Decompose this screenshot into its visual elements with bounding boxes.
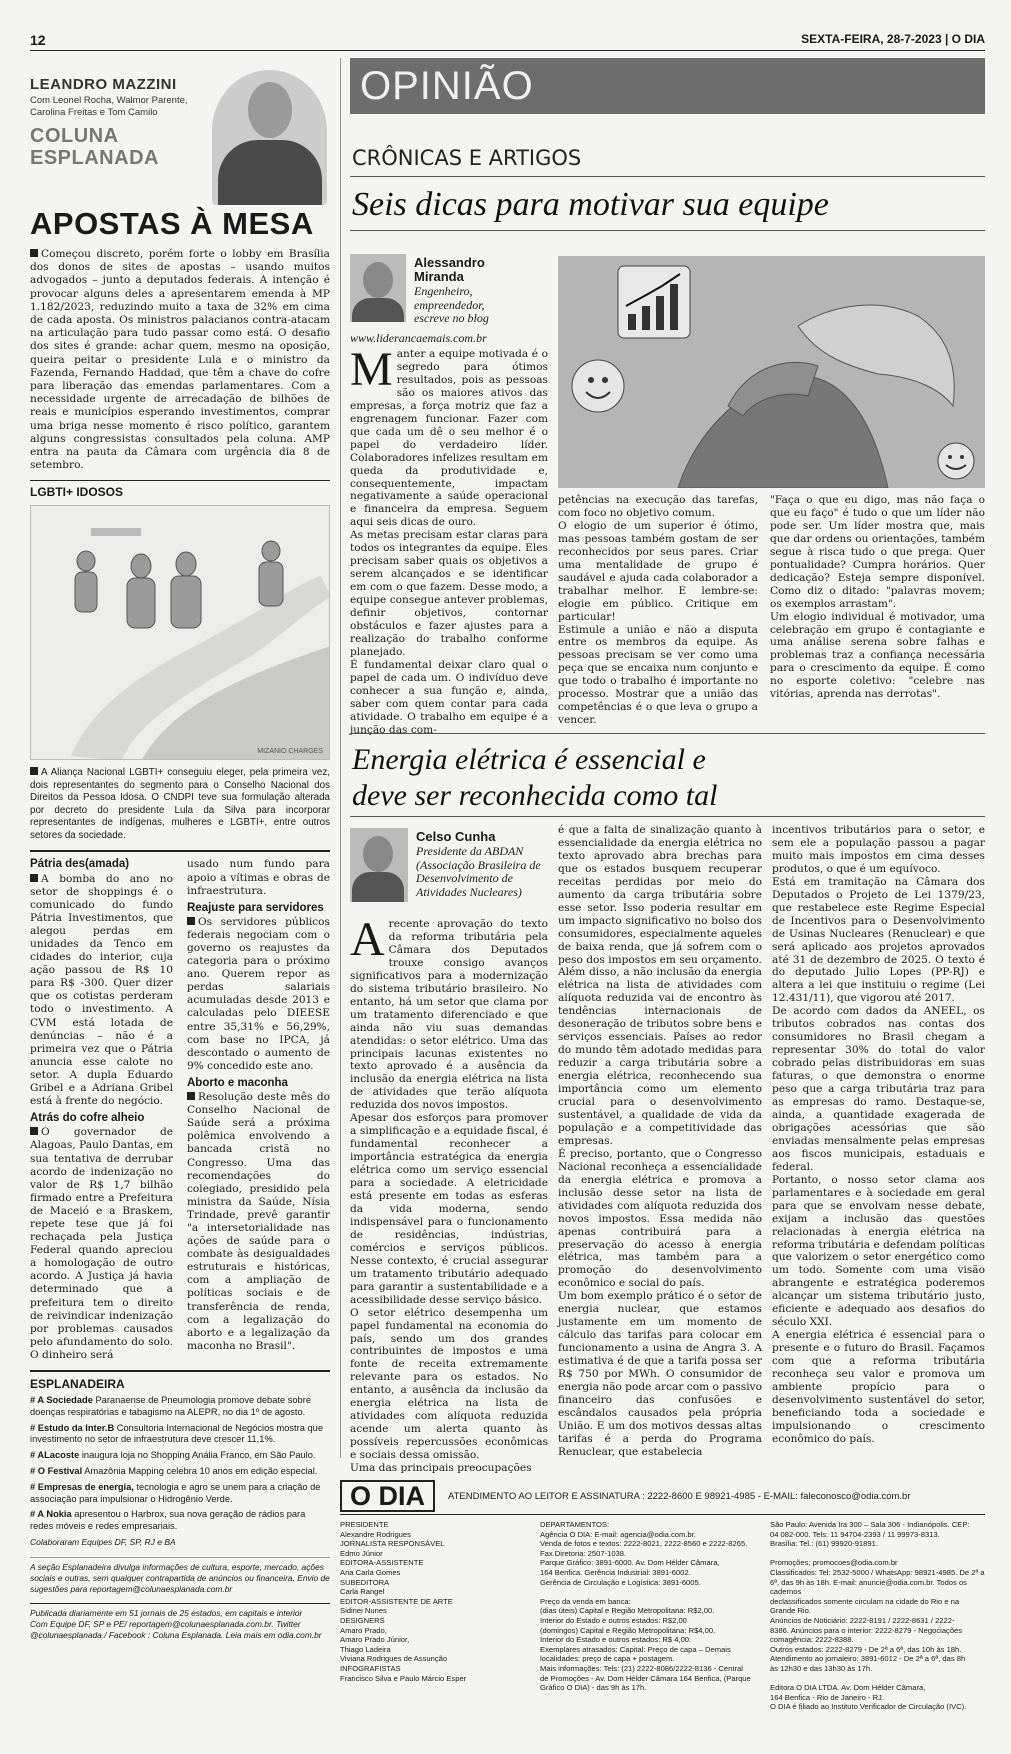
esplanadeira-item: # ALacoste inaugura loja no Shopping Anália Franco, em São Paulo. [30,1450,316,1461]
publication-note: Publicada diariamente em 51 jornais de 25 estados, em capitais e interior Com Equipe DF, SP e PE/ reportagem@colunaesplanada.com.br. Twitter @colunaesplanada / Facebook : Coluna Esplanada. Leia mais em odia.com.br [30,1603,330,1641]
article-text: recente aprovação do texto da reforma tributária pela Câmara dos Deputados trouxe consigo avanços significativos para a modernização do sistema tributário brasileiro. No entanto, há um setor que clama por um tratamento diferenciado e que ainda não viu suas demandas atendidas: o setor elétrico. Uma das principais lacunas existentes no texto aprovado é a ausência da inclusão da energia elétrica na lista de atividades que terão alíquota reduzida dos novos impostos. Apesar dos esforços para promover a simplificação e a equidade fiscal, é fundamental reconhecer a importância estratégica da energia elétrica como um serviço essencial para a sociedade. A eletricidade está presente em todas as esferas da vida moderna, sendo indispensável para o funcionamento de residências, indústrias, comércios e serviços públicos. Nesse contexto, é crucial assegurar um tratamento tributário adequado para garantir a sustentabilidade e a acessibilidade desse serviço básico. O setor elétrico desempenha um papel fundamental na economia do país, sendo um dos grandes contribuintes de impostos e uma fonte de receita extremamente relevante para os estados. No entanto, a ausência da inclusão da energia elétrica na lista de atividades com alíquota reduzida acende um alerta quanto às possíveis repercussões econômicas e sociais dessa omissão. Uma das principais preocupações [350,918,548,1475]
header-date: SEXTA-FEIRA, 28-7-2023 | O DIA [801,32,985,46]
header-rule [30,50,985,51]
esplanadeira-item: # O Festival Amazônia Mapping celebra 10 anos em edição especial. [30,1466,318,1476]
author2-name: Celso Cunha [416,829,496,844]
article1-col1 [350,343,548,738]
esplanadeira-title: ESPLANADEIRA [30,1370,330,1391]
opiniao-section [350,58,985,1475]
note-title: Atrás do cofre alheio [30,1112,145,1125]
drop-cap: A [350,913,385,966]
paper-name: O DIA [951,32,985,46]
coluna-esplanada [30,58,330,1641]
opiniao-banner: OPINIÃO [350,58,985,114]
author2-photo [350,828,408,902]
esplanadeira-note: A seção Esplanadeira divulga informações de cultura, esporte, mercado, ações sociais e outras, sem qualquer contrapartida de anúncios ou financeira. Envio de sugestões para reportagem@colunaesplanada.com.br [30,1557,330,1595]
expediente [340,1480,985,1730]
notes-column-2 [187,858,330,1362]
headline-rule [350,230,985,231]
contacts-list: São Paulo: Avenida Ira 300 – Sala 306 - Indianópolis. CEP: 04 082-000. Tels: 11 94704-2393 / 11 99973-8313. Brasília: Tel.: (61) 99920-91891. Promoções: promocoes@odia.com.br Classificados: Tel: 2532-5000 / WhatsApp: 98921-4985. De 2ª a 6ª, das 9h às 18h. E-mail: anuncie@odia.com.br. Todos os cadernos declassificados somente circulam na cidade do Rio e na Grande Rio. Anúncios de Noticiário: 2222-8191 / 2222-8631 / 2222- 8386. Anúncios para o interior: 2222-8279 - Negociações comagência: 2222-8388. Outros estados: 2222-8279 - De 2ª a 6ª, das 10h às 18h. Atendimento ao jornaleiro: 3891-6012 - De 2ª a 6ª, das 8h às 12h30 e das 13h30 às 17h. Editora O DIA LTDA. Av. Dom Hélder Câmara, 164 Benfica - Rio de Janeiro - RJ. O DIA é filiado ao Instituto Verificador de Circulação (IVC). [770,1520,985,1712]
column-divider [340,58,341,1458]
columnist-name: LEANDRO MAZZINI [30,76,177,93]
page-number: 12 [30,32,46,48]
author1-role: Engenheiro, empreendedor, escreve no blog [414,284,489,325]
esplanadeira-item: # Estudo da Inter.B Consultoria Internacional de Negócios mostra que investimento no setor de infraestrutura deve crescer 11,1%. [30,1422,323,1445]
collaborators-credit: Colaboraram Equipes DF, SP, RJ e BA [30,1536,176,1547]
esplanadeira-item: # A Nokia apresentou o Harbrox, sua nova geração de rádios para redes móveis e redes empresariais. [30,1509,306,1532]
esplanadeira-item: # Empresas de energia, tecnologia e agro se unem para a criação de associação para impulsionar o Hidrogênio Verde. [30,1481,321,1504]
cartoon-credit: MIZANIO CHARGES [257,748,323,756]
columnist-photo [212,70,327,205]
staff-list: PRESIDENTE Alexandre Rodrigues JORNALISTA RESPONSÁVEL Edmo Júnior EDITORA-ASSISTENTE Ana Carla Gomes SUBEDITORA Carla Rangel EDITOR-ASSISTENTE DE ARTE Sidinei Nunes DESIGNERS Amaro Prado, Amaro Prado Júnior, Thiago Ladeira Viviana Rodrigues de Assunção INFOGRAFISTAS Francisco Silva e Paulo Márcio Esper [340,1520,467,1683]
article-text: anter a equipe motivada é o segredo para ótimos resultados, pois as pessoas são os maiores ativos das empresas, a força motriz que faz a engrenagem funcionar. Fazer com que cada um dê o seu melhor é o papel do verdadeiro líder. Colaboradores infelizes resultam em queda da produtividade e, consequentemente, impactam negativamente a saúde operacional e financeira da empresa. Seguem aqui seis dicas de ouro. As metas precisam estar claras para todos os integrantes da equipe. Eles precisam saber quais os objetivos a serem alcançados e se identificar em com o que fazem. Desse modo, a equipe consegue antever problemas, definir objetivos, contornar obstáculos e fazer ajustes para a realização do trabalho conforme planejado. É fundamental deixar claro qual o papel de cada um. O indivíduo deve conhecer a sua função e, ainda, saber com quem contar para cada atividade. O trabalho em equipe é a junção das com- [350,348,548,736]
notes-column-1 [30,858,173,1362]
note-text: Os servidores públicos federais negociam com o governo os reajustes da categoria para o próximo ano. Querem repor as perdas salariais acumuladas desde 2013 e calculadas pelo DIEESE entre 35,31% e 56,29%, com base no IPCA, já descontado o aumento de 9% concedido este ano. [187,915,330,1072]
departments-list: DEPARTAMENTOS: Agência O DIA: E-mail: agencia@odia.com.br. Venda de fotos e textos: 2222-8021, 2222-8560 e 2222-8265. Fax Diretoria: 2507-1038. Parque Gráfico: 3891-6000. Av. Dom Hélder Câmara, 164 Benfica. Gerência Industrial: 3891-6002. Gerência de Circulação e Logística: 3891-6005. Preço da venda em banca: (dias úteis) Capital e Região Metropolitana: R$2,00. Interior do Estado e outros estados: R$2,00 (domingos) Capital e Região Metropolitana: R$4,00. Interior do Estado e outros estados: R$ 4,00. Exemplares atrasados: Capital: Preço de capa – Demais localidades: preço de capa + postagem. Mais informações: Tels: (21) 2222-8086/2222-8136 - Central de Promoções - Av. Dom Hélder Câmara 164 Benfica, (Parque Gráfico O DIA) - das 9h às 17h. [540,1520,751,1693]
article1-photo [558,256,985,488]
note-text: Resolução deste mês do Conselho Nacional de Saúde será a próxima polêmica envolvendo a bancada cristã no Congresso. Uma das recomendações do colegiado, presidido pela ministra da Saúde, Nísia Trindade, prevê garantir "a intersetorialidade nas ações de saúde para o combate às desigualdades estruturais e históricas, com a ampliação de políticas sociais e de transferência de renda, com a legalização do aborto e a legalização da maconha no Brasil". [187,1091,330,1352]
columnist-collaborators: Com Leonel Rocha, Walmor Parente, Carolina Freitas e Tom Camilo [30,95,188,118]
article2-col3: incentivos tributários para o setor, e sem ele a população passou a pagar muito mais impostos em cima desses produtos, o que é um equívoco. Está em tramitação na Câmara dos Deputados o Projeto de Lei 1379/23, que restabelece este Regime Especial de Incentivos para o Desenvolvimento de Usinas Nucleares (Renuclear) e que será aplicado aos projetos aprovados até 31 de dezembro de 2025. O texto é do deputado Julio Lopes (PP-RJ) e altera a lei que instituiu o regime (Lei 12.431/11), que vigorou até 2017. De acordo com dados da ANEEL, os tributos cobrados nas contas dos consumidores no Brasil chegam a representar 30% do total do valor cobrado pelas distribuidoras em suas faturas, o que demonstra o enorme peso que a carga tributária traz para as empresas do ramo. Destaque-se, ainda, a quantidade exagerada de obrigações acessórias que são enviadas mensalmente pelas empresas aos fiscos municipais, estaduais e federal. Portanto, o nosso setor clama aos parlamentares e à sociedade em geral para que se envolvam nesse debate, exijam a inclusão das questões relacionadas à energia elétrica na reforma tributária e defendam políticas que valorizem o setor energético como um todo. Somente com uma visão abrangente e estratégica poderemos alcançar um sistema tributário justo, eficiente e adequado aos desafios do século XXI. A energia elétrica é essencial para o presente e o futuro do Brasil. Façamos com que a reforma tributária reconheça seu valor e promova um ambiente propício para o desenvolvimento sustentável do setor, beneficiando toda a sociedade e impulsionando o crescimento econômico do país. [772,824,985,1445]
author2-role: Presidente da ABDAN (Associação Brasileira de Desenvolvimento de Atividades Nucleares) [416,844,541,899]
esplanadeira-item: # A Sociedade Paranaense de Pneumologia promove debate sobre doenças respiratórias e tabagismo na ALEPR, no dia 1º de agosto. [30,1395,311,1417]
coluna-masthead [30,76,330,208]
coluna-notes [30,850,330,1362]
article1-col3: "Faça o que eu digo, mas não faça o que eu faço" é tudo o que um líder não pode ser. Um líder mostra que, mais que dar ordens ou orientações, também segue à risca tudo o que prega. Quer pontualidade? Cumpra horários. Quer dedicação? Esteja sempre disponível. Como diz o ditado: "palavras movem; os exemplos arrastam". Um elogio individual é motivador, uma celebração em grupo é contagiante e uma análise serena sobre falhas e problemas traz a confiança necessária para o crescimento da equipe. É como no esporte coletivo: "celebre nas vitórias, aprenda nas derrotas". [770,494,985,701]
article2-col1 [350,913,548,1475]
odia-logo: O DIA [340,1480,435,1512]
headline-rule [350,816,985,817]
contact-line: ATENDIMENTO AO LEITOR E ASSINATURA : 2222-8600 E 98921-4985 - E-MAIL: faleconosco@odia.com.br [448,1491,911,1502]
coluna-brand: COLUNA ESPLANADA [30,125,159,169]
author1-url: www.liderancaemais.com.br [350,331,487,345]
drop-cap: M [350,343,393,396]
section-kicker: CRÔNICAS E ARTIGOS [352,146,582,170]
footer-rule [340,1514,985,1515]
article1-col2: petências na execução das tarefas, com foco no objetivo comum. O elogio de um superior é ótimo, mas pessoas também gostam de ser reconhecidos por seus pares. Criar uma mentalidade de grupo é saudável e ajuda cada colaborador a trabalhar melhor. E lembre-se: elogie em público. Critique em particular! Estimule a união e não a disputa entre os membros da equipe. As pessoas precisam se ver como uma peça que se encaixa num conjunto e que todo o trabalho é importante no processo. Mostrar que a união das competências é o que leva o grupo a vencer. [558,494,758,727]
note-title: Pátria des(amada) [30,858,130,871]
article-divider [350,733,985,734]
coluna-lead: Começou discreto, porém forte o lobby em Brasília dos donos de sites de apostas – usando muitos advogados – junto a deputados federais. A intenção é provocar alguns deles a apresentarem emenda à MP 1.182/2023, reduzindo muito a taxa de 32% em cima de cada aposta. Os ministros palacianos contra-atacam na articulação para tudo passar como está. O desafio dos sites é grande: achar quem, mesmo na oposição, queira peitar o presidente Lula e o ministro da Fazenda, Fernando Haddad, que têm a chave do cofre para liberação das emendas parlamentares. Com a necessidade urgente de arrecadação de bilhões de reais e municípios esperando investimentos, comprar uma briga nesse momento é risco político, garantem alguns congressistas consultados pela coluna. AMP entra na pauta da Câmara com urgência dia 8 de setembro. [30,248,330,472]
growth-chart-icon [618,266,690,338]
article1-headline: Seis dicas para motivar sua equipe [352,186,829,223]
section-lgbti: LGBTI+ IDOSOS [30,480,330,499]
author1-photo [350,254,406,322]
cartoon-illustration [30,505,330,760]
note-text: usado num fundo para apoio a vítimas e obras de infraestrutura. [187,858,330,897]
esplanadeira-list [30,1395,330,1549]
note-text: O governador de Alagoas, Paulo Dantas, em sua tentativa de derrubar acordo de indenização no valor de R$ 1,7 bilhão firmado entre a Prefeitura de Maceió e a Braskem, repete tese que já foi rechaçada pela Justiça Federal quando apreciou a homologação de outro acordo. A Justiça já havia determinado que a prefeitura tem o direito de reivindicar indenização por problemas causados pelo afundamento do solo. O dinheiro será [30,1126,173,1361]
kicker-rule [350,176,985,177]
note-title: Aborto e maconha [187,1076,288,1089]
article2-headline: Energia elétrica é essencial e deve ser reconhecida como tal [352,743,718,812]
coluna-headline: APOSTAS À MESA [30,206,314,241]
author1-name: Alessandro Miranda [414,255,485,284]
note-title: Reajuste para servidores [187,901,324,914]
cartoon-caption: A Aliança Nacional LGBTI+ conseguiu eleger, pela primeira vez, dois representantes do segmento para o Conselho Nacional dos Direitos da Pessoa Idosa. O CNDPI teve sua formulação alterada por decreto do presidente Lula da Silva para incorporar representantes de indígenas, mulheres e LGBTI+, entre outros setores da sociedade. [30,767,330,841]
page-header [30,30,985,52]
note-text: A bomba do ano no setor de shoppings é o comunicado do fundo Pátria Investimentos, que alegou perdas em unidades da Tenco em cidades do interior, cuja ação passou de R$ 10 para R$ -300. Quer dizer que os cotistas perderam todo o investimento. A CVM está lotada de denúncias – não é a primeira vez que o Pátria anuncia esse calote no setor. A dupla Eduardo Gribel e a Adriana Gribel está à frente do negócio. [30,872,173,1108]
article2-col2: é que a falta de sinalização quanto à essencialidade da energia elétrica no texto aprovado abra brechas para que os estados busquem recuperar receitas perdidas por meio do aumento da carga tributária sobre esse setor. Isso poderia resultar em um impacto significativo no bolso dos consumidores, especialmente aqueles de baixa renda, que já sofrem com o peso dos impostos em seu orçamento. Além disso, a não inclusão da energia elétrica na lista de atividades com alíquota reduzida vai de encontro às tendências internacionais de desoneração de tributos sobre bens e serviços essenciais. Países ao redor do mundo têm adotado medidas para reduzir a carga tributária sobre a energia elétrica, reconhecendo sua importância como um elemento crucial para o desenvolvimento sustentável, a qualidade de vida da população e a competitividade das empresas. É preciso, portanto, que o Congresso Nacional reconheça a essencialidade da energia elétrica e promova a inclusão desse setor na lista de atividades com alíquota reduzida dos novos impostos. Essa medida não apenas contribuirá para a preservação do acesso à energia elétrica, mas também para a promoção do desenvolvimento econômico e social do país. Um bom exemplo prático é o setor de energia nuclear, que estamos justamente em um momento de cálculo das tarifas para colocar em funcionamento a usina de Angra 3. A estimativa é de que a tarifa possa ser R$ 750 por MWh. O consumidor de energia não pode arcar com o passivo financeiro das confusões e escândalos causados pela própria União. E um dos motivos dessas altas tarifas é a perda do Programa Renuclear, que estabelecia [558,824,762,1458]
